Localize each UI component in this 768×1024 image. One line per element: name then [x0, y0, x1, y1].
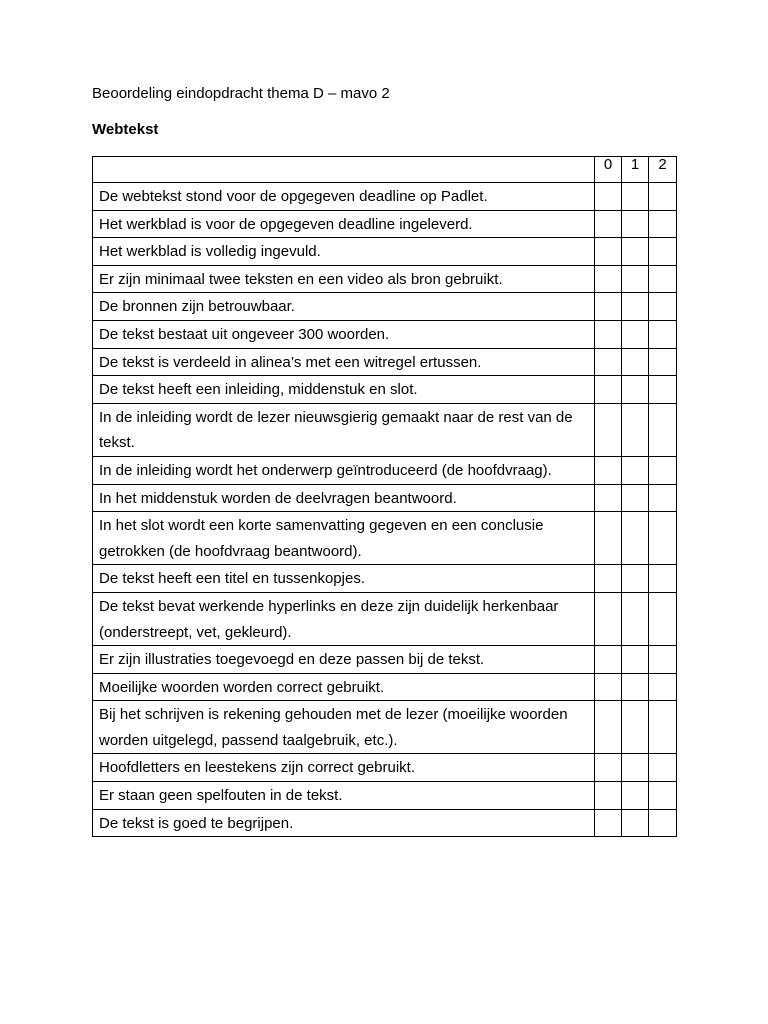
score-cell-1[interactable] [622, 646, 649, 674]
criterion-text: Er staan geen spelfouten in de tekst. [93, 782, 595, 810]
score-cell-2[interactable] [649, 320, 677, 348]
score-cell-0[interactable] [595, 754, 622, 782]
score-cell-1[interactable] [622, 456, 649, 484]
score-cell-1[interactable] [622, 210, 649, 238]
score-cell-1[interactable] [622, 701, 649, 754]
score-cell-0[interactable] [595, 210, 622, 238]
score-cell-2[interactable] [649, 701, 677, 754]
score-header-1: 1 [622, 157, 649, 183]
table-row [93, 754, 677, 782]
score-cell-0[interactable] [595, 320, 622, 348]
rubric-table [92, 156, 677, 837]
table-row [93, 809, 677, 837]
table-row [93, 512, 677, 565]
score-cell-0[interactable] [595, 484, 622, 512]
score-cell-0[interactable] [595, 238, 622, 266]
score-cell-1[interactable] [622, 673, 649, 701]
table-row [93, 782, 677, 810]
section-heading: Webtekst [92, 121, 159, 138]
table-row [93, 456, 677, 484]
criterion-header-cell [93, 157, 595, 183]
table-row [93, 646, 677, 674]
table-row [93, 210, 677, 238]
score-cell-2[interactable] [649, 403, 677, 456]
score-cell-0[interactable] [595, 701, 622, 754]
score-cell-0[interactable] [595, 183, 622, 211]
document-title: Beoordeling eindopdracht thema D – mavo 2 [92, 85, 390, 102]
criterion-text: In de inleiding wordt de lezer nieuwsgierig gemaakt naar de rest van de tekst. [93, 403, 595, 456]
score-cell-1[interactable] [622, 809, 649, 837]
criterion-text: De tekst is verdeeld in alinea’s met een witregel ertussen. [93, 348, 595, 376]
criterion-text: Er zijn illustraties toegevoegd en deze passen bij de tekst. [93, 646, 595, 674]
criterion-text: Moeilijke woorden worden correct gebruikt. [93, 673, 595, 701]
score-cell-1[interactable] [622, 782, 649, 810]
score-cell-1[interactable] [622, 265, 649, 293]
rubric-body [93, 183, 677, 837]
table-row [93, 565, 677, 593]
score-cell-1[interactable] [622, 403, 649, 456]
criterion-text: De tekst heeft een titel en tussenkopjes. [93, 565, 595, 593]
table-row [93, 293, 677, 321]
criterion-text: In de inleiding wordt het onderwerp geïntroduceerd (de hoofdvraag). [93, 456, 595, 484]
score-cell-1[interactable] [622, 183, 649, 211]
score-cell-0[interactable] [595, 265, 622, 293]
score-cell-0[interactable] [595, 293, 622, 321]
criterion-text: De webtekst stond voor de opgegeven deadline op Padlet. [93, 183, 595, 211]
criterion-text: De tekst bestaat uit ongeveer 300 woorden. [93, 320, 595, 348]
score-header-0: 0 [595, 157, 622, 183]
criterion-text: De tekst bevat werkende hyperlinks en deze zijn duidelijk herkenbaar (onderstreept, vet, gekleurd). [93, 592, 595, 645]
score-cell-1[interactable] [622, 376, 649, 404]
table-row [93, 376, 677, 404]
table-row [93, 484, 677, 512]
table-row [93, 701, 677, 754]
score-cell-0[interactable] [595, 376, 622, 404]
score-cell-0[interactable] [595, 565, 622, 593]
score-cell-1[interactable] [622, 565, 649, 593]
criterion-text: De tekst is goed te begrijpen. [93, 809, 595, 837]
score-cell-2[interactable] [649, 512, 677, 565]
score-cell-0[interactable] [595, 348, 622, 376]
criterion-text: Het werkblad is voor de opgegeven deadline ingeleverd. [93, 210, 595, 238]
table-row [93, 592, 677, 645]
table-row [93, 403, 677, 456]
criterion-text: In het middenstuk worden de deelvragen beantwoord. [93, 484, 595, 512]
table-row [93, 265, 677, 293]
score-cell-2[interactable] [649, 348, 677, 376]
table-row [93, 673, 677, 701]
score-cell-2[interactable] [649, 565, 677, 593]
table-row [93, 348, 677, 376]
score-cell-1[interactable] [622, 293, 649, 321]
score-cell-2[interactable] [649, 293, 677, 321]
score-cell-1[interactable] [622, 320, 649, 348]
criterion-text: In het slot wordt een korte samenvatting gegeven en een conclusie getrokken (de hoofdvraag beantwoord). [93, 512, 595, 565]
score-cell-0[interactable] [595, 592, 622, 645]
score-cell-1[interactable] [622, 512, 649, 565]
score-cell-0[interactable] [595, 456, 622, 484]
score-cell-2[interactable] [649, 376, 677, 404]
score-cell-0[interactable] [595, 646, 622, 674]
score-cell-0[interactable] [595, 809, 622, 837]
criterion-text: Er zijn minimaal twee teksten en een video als bron gebruikt. [93, 265, 595, 293]
score-cell-1[interactable] [622, 754, 649, 782]
score-cell-0[interactable] [595, 782, 622, 810]
score-cell-2[interactable] [649, 210, 677, 238]
score-cell-2[interactable] [649, 456, 677, 484]
score-cell-1[interactable] [622, 592, 649, 645]
score-header-2: 2 [649, 157, 677, 183]
score-cell-2[interactable] [649, 592, 677, 645]
score-cell-1[interactable] [622, 348, 649, 376]
score-cell-2[interactable] [649, 238, 677, 266]
criterion-text: Bij het schrijven is rekening gehouden met de lezer (moeilijke woorden worden uitgelegd, passend taalgebruik, etc.). [93, 701, 595, 754]
score-cell-2[interactable] [649, 484, 677, 512]
criterion-text: De bronnen zijn betrouwbaar. [93, 293, 595, 321]
criterion-text: Het werkblad is volledig ingevuld. [93, 238, 595, 266]
score-cell-1[interactable] [622, 484, 649, 512]
score-cell-2[interactable] [649, 754, 677, 782]
score-cell-2[interactable] [649, 183, 677, 211]
score-cell-0[interactable] [595, 512, 622, 565]
score-cell-2[interactable] [649, 782, 677, 810]
score-cell-2[interactable] [649, 265, 677, 293]
score-cell-2[interactable] [649, 809, 677, 837]
table-row [93, 238, 677, 266]
criterion-text: Hoofdletters en leestekens zijn correct gebruikt. [93, 754, 595, 782]
score-cell-1[interactable] [622, 238, 649, 266]
criterion-text: De tekst heeft een inleiding, middenstuk en slot. [93, 376, 595, 404]
score-cell-2[interactable] [649, 673, 677, 701]
table-row [93, 183, 677, 211]
score-cell-0[interactable] [595, 403, 622, 456]
header-row [93, 157, 677, 183]
score-cell-0[interactable] [595, 673, 622, 701]
table-row [93, 320, 677, 348]
score-cell-2[interactable] [649, 646, 677, 674]
